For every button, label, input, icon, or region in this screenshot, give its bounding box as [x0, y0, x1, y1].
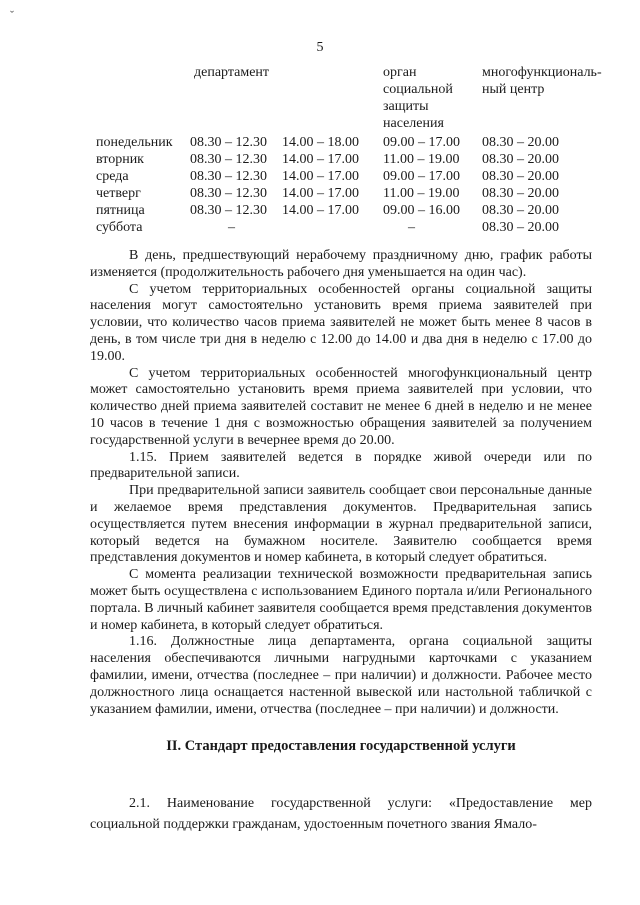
paragraph: В день, предшествующий нерабочему праздничному дню, график работы изменяется (продолжительность рабочего дня уменьшается на один час). — [90, 248, 592, 280]
section-heading: II. Стандарт предоставления государственной услуги — [166, 738, 516, 754]
dept-morning-hours: 08.30 – 12.30 — [190, 203, 267, 218]
paragraph: С учетом территориальных особенностей многофункциональный центр может самостоятельно установить время приема заявителей при условии, что количество дней приема заявителей составит не менее 6 дней в неделю и не менее 10 часов в течение 1 дня с возможностью обращения заявителей за получением государственной услуги в вечернее время до 20.00. — [90, 365, 592, 448]
schedule-row — [96, 185, 596, 202]
dept-morning-hours: 08.30 – 12.30 — [190, 169, 267, 184]
day-name: понедельник — [96, 135, 173, 150]
paragraph: С учетом территориальных особенностей органы социальной защиты населения могут самостоятельно установить время приема заявителей при условии, что количество часов приема заявителей не может быть менее 8 часов в день, в том числе три дня в неделю с 12.00 до 14.00 и два дня в неделю с 17.00 до 19.00. — [90, 281, 592, 364]
day-name: пятница — [96, 203, 145, 218]
social-protection-hours-none: – — [408, 220, 415, 235]
social-protection-hours: 11.00 – 19.00 — [383, 186, 460, 201]
day-name: четверг — [96, 186, 141, 201]
dept-afternoon-hours: 14.00 – 17.00 — [282, 169, 359, 184]
schedule-row-saturday — [96, 219, 596, 236]
day-name: среда — [96, 169, 129, 184]
schedule-row — [96, 151, 596, 168]
dept-hours-none: – — [228, 220, 235, 235]
day-name: вторник — [96, 152, 144, 167]
paragraph: 2.1. Наименование государственной услуги: «Предоставление мер социальной поддержки гражданам, удостоенным почетного звания Ямало- — [90, 796, 592, 832]
page-number: 5 — [316, 40, 324, 55]
mfc-hours: 08.30 – 20.00 — [482, 186, 559, 201]
social-protection-hours: 11.00 – 19.00 — [383, 152, 460, 167]
header-department: департамент — [194, 65, 270, 80]
paragraph: При предварительной записи заявитель сообщает свои персональные данные и желаемое время представления документов. Предварительная запись осуществляется путем внесения информации в журнал предварительной записи, который ведется на бумажном носителе. Заявителю сообщается время представления документов и номер кабинета, в который следует обратиться. — [90, 483, 592, 566]
header-mfc: многофункциональ- ный центр — [482, 65, 602, 97]
dept-morning-hours: 08.30 – 12.30 — [190, 135, 267, 150]
dept-afternoon-hours: 14.00 – 18.00 — [282, 135, 359, 150]
social-protection-hours: 09.00 – 16.00 — [383, 203, 460, 218]
dept-morning-hours: 08.30 – 12.30 — [190, 186, 267, 201]
schedule-row — [96, 202, 596, 219]
social-protection-hours: 09.00 – 17.00 — [383, 135, 460, 150]
mfc-hours: 08.30 – 20.00 — [482, 220, 559, 235]
header-social-protection: орган социальной защиты населения — [383, 65, 453, 131]
paragraph: 1.16. Должностные лица департамента, органа социальной защиты населения обеспечиваются личными нагрудными карточками с указанием фамилии, имени, отчества (последнее – при наличии) и должности. Рабочее место должностного лица оснащается настенной вывеской или настольной табличкой с указанием фамилии, имени, отчества (последнее – при наличии) и должности. — [90, 634, 592, 717]
dept-morning-hours: 08.30 – 12.30 — [190, 152, 267, 167]
mfc-hours: 08.30 – 20.00 — [482, 203, 559, 218]
social-protection-hours: 09.00 – 17.00 — [383, 169, 460, 184]
schedule-header-row — [96, 64, 602, 134]
day-name: суббота — [96, 220, 143, 235]
dept-afternoon-hours: 14.00 – 17.00 — [282, 203, 359, 218]
mfc-hours: 08.30 – 20.00 — [482, 169, 559, 184]
mfc-hours: 08.30 – 20.00 — [482, 135, 559, 150]
body-text — [90, 248, 592, 718]
mfc-hours: 08.30 – 20.00 — [482, 152, 559, 167]
paragraph: 1.15. Прием заявителей ведется в порядке живой очереди или по предварительной записи. — [90, 449, 592, 482]
schedule-table — [96, 64, 602, 236]
corner-mark: ˇ — [10, 8, 14, 22]
schedule-row — [96, 134, 596, 151]
schedule-row — [96, 168, 596, 185]
body-text-section-2 — [90, 793, 592, 835]
paragraph: С момента реализации технической возможности предварительная запись может быть осуществлена с использованием Единого портала и/или Регионального портала. В личный кабинет заявителя сообщается время представления документов и номер кабинета, в который следует обратиться. — [90, 567, 592, 633]
dept-afternoon-hours: 14.00 – 17.00 — [282, 152, 359, 167]
dept-afternoon-hours: 14.00 – 17.00 — [282, 186, 359, 201]
